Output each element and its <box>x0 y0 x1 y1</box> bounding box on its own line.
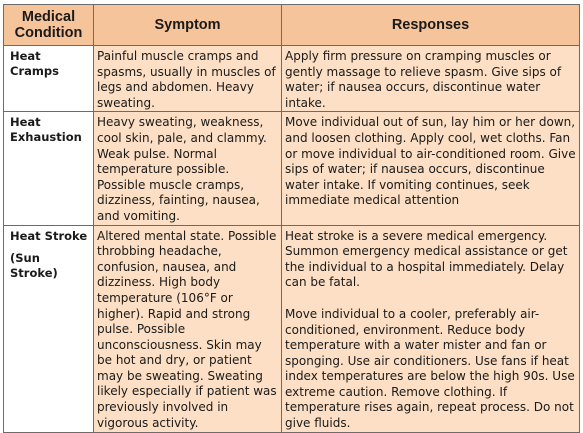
table-row <box>4 225 580 432</box>
table-header-row <box>4 5 580 46</box>
response-text: Move individual out of sun, lay him or her down, and loosen clothing. Apply cool, wet cloths. Fan or move individual to air-conditioned room. Give sips of water; if nausea occurs, discontinue water intake. If vomiting continues, seek immediate medical attention <box>285 115 576 208</box>
response-text: Heat stroke is a severe medical emergency. Summon emergency medical assistance or get the individual to a hospital immediately. Delay can be fatal. <box>285 228 568 290</box>
responses-cell <box>282 46 580 112</box>
responses-cell <box>282 112 580 225</box>
condition-cell <box>4 112 94 225</box>
condition-alt-name: (Sun Stroke) <box>10 250 58 280</box>
condition-cell <box>4 46 94 112</box>
response-text: Apply firm pressure on cramping muscles or gently massage to relieve spasm. Give sips of water; if nausea occurs, discontinue water intake. <box>285 49 562 110</box>
condition-name: Heat Stroke <box>10 228 88 243</box>
condition-name: Heat Cramps <box>10 49 59 78</box>
symptom-cell: Painful muscle cramps and spasms, usually in muscles of legs and abdomen. Heavy sweating. <box>94 46 282 112</box>
condition-cell <box>4 225 94 432</box>
heat-illness-table <box>3 4 580 433</box>
header-symptom: Symptom <box>94 5 282 46</box>
symptom-cell: Altered mental state. Possible throbbing headache, confusion, nausea, and dizziness. High body temperature (106°F or higher). Rapid and strong pulse. Possible unconsciousness. Skin may be hot and dry, or patient may be sweating. Sweating likely especially if patient was previously involved in vigorous activity. <box>94 225 282 432</box>
header-medical-condition: Medical Condition <box>4 5 94 46</box>
table-row <box>4 112 580 225</box>
condition-name: Heat Exhaustion <box>10 115 82 145</box>
table-row <box>4 46 580 112</box>
responses-cell <box>282 225 580 432</box>
response-text: Move individual to a cooler, preferably air-conditioned, environment. Reduce body temperature with a water mister and fan or sponging. Use air conditioners. Use fans if heat index temperatures are below the high 90s. Use extreme caution. Remove clothing. If temperature rises again, repeat process. Do not give fluids. <box>285 306 575 431</box>
symptom-cell: Heavy sweating, weakness, cool skin, pale, and clammy. Weak pulse. Normal temperature possible. Possible muscle cramps, dizziness, fainting, nausea, and vomiting. <box>94 112 282 225</box>
header-responses: Responses <box>282 5 580 46</box>
